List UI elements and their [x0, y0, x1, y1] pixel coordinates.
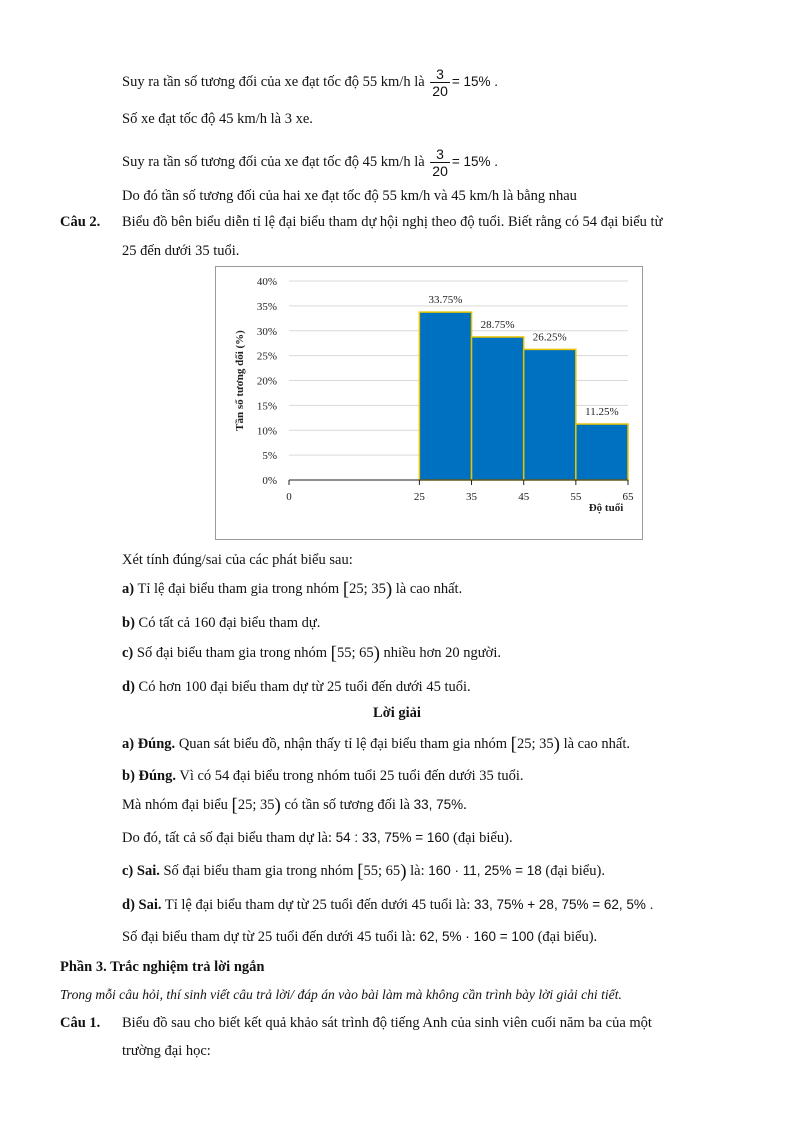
solution-a-end: là cao nhất.: [563, 736, 631, 752]
fraction-numerator: 3: [430, 66, 450, 83]
fraction-numerator: 3: [430, 146, 450, 163]
statement-c-label: c): [122, 645, 134, 661]
question-2-text-line2: 25 đến dưới 35 tuổi.: [122, 243, 240, 259]
statement-c-text: Số đại biểu tham gia trong nhóm: [136, 645, 327, 661]
x-tick-label: 0: [286, 491, 292, 503]
solution-b: [122, 767, 524, 785]
statement-a-end: là cao nhất.: [395, 581, 463, 597]
solution-title: Lời giải: [373, 705, 421, 721]
bar-data-label: 26.25%: [532, 331, 567, 344]
histogram-bar: [419, 312, 471, 480]
y-tick-label: 40%: [256, 276, 277, 288]
interval-values: 55; 65: [363, 863, 401, 879]
math-33-75-percent: 33, 75%: [413, 797, 464, 812]
x-tick-label: 45: [518, 491, 530, 503]
x-tick-label: 25: [413, 491, 425, 503]
solution-b2-text: Mà nhóm đại biểu: [122, 797, 228, 813]
interval-values: 55; 65: [336, 645, 374, 661]
interval-25-35: [25; 35): [231, 795, 281, 816]
line-count-45: Số xe đạt tốc độ 45 km/h là 3 xe.: [122, 111, 313, 127]
x-axis-title: Độ tuổi: [588, 502, 624, 514]
y-tick-label: 20%: [256, 375, 277, 388]
math-total-160: 54 : 33, 75% = 160: [335, 830, 450, 845]
x-tick-label: 35: [466, 491, 478, 503]
solution-c-verdict: c) Sai.: [122, 863, 160, 879]
x-tick-label: 65: [622, 491, 634, 503]
y-tick-label: 25%: [256, 350, 277, 363]
line-relative-frequency-55: [122, 66, 498, 99]
statement-d-label: d): [122, 679, 135, 695]
solution-b-text: Vì có 54 đại biểu trong nhóm tuổi 25 tuổi đến dưới 35 tuổi.: [179, 768, 524, 784]
unit-delegates: (đại biểu).: [537, 929, 598, 945]
solution-d2-text: Số đại biểu tham dự từ 25 tuổi đến dưới 45 tuổi là:: [122, 929, 416, 945]
interval-25-35: [25; 35): [510, 734, 560, 755]
text-55kmh: Suy ra tần số tương đối của xe đạt tốc độ 55 km/h là: [122, 73, 425, 90]
math-15-percent: = 15% .: [451, 73, 499, 89]
bar-data-label: 33.75%: [428, 294, 463, 307]
interval-values: 25; 35: [237, 797, 275, 813]
solution-c-mid: là:: [410, 863, 425, 879]
question-2-text-line1: Biểu đồ bên biểu diễn tỉ lệ đại biểu tham dự hội nghị theo độ tuổi. Biết rằng có 54 đại biểu từ: [122, 214, 663, 230]
interval-25-35: [25; 35): [342, 579, 393, 600]
fraction-3-20: [430, 66, 450, 99]
line-conclusion: Do đó tần số tương đối của hai xe đạt tốc độ 55 km/h và 45 km/h là bằng nhau: [122, 188, 577, 204]
part-3-title: Phần 3. Trắc nghiệm trả lời ngắn: [60, 959, 265, 975]
interval-values: 25; 35: [349, 581, 386, 597]
solution-b-verdict: b) Đúng.: [122, 768, 176, 784]
solution-b-line2: [122, 796, 467, 815]
statement-b-text: Có tất cả 160 đại biểu tham dự.: [138, 615, 321, 631]
solution-a-text: Quan sát biểu đồ, nhận thấy tỉ lệ đại biểu tham gia nhóm: [178, 736, 508, 752]
statement-b: [122, 614, 320, 632]
y-axis-title: Tần số tương đối (%): [234, 330, 246, 431]
part-3-instruction: Trong mỗi câu hỏi, thí sinh viết câu trả lời/ đáp án vào bài làm mà không cần trình bày lời giải chi tiết.: [60, 987, 622, 1002]
question-1-label: Câu 1.: [60, 1015, 101, 1031]
prompt-true-false: Xét tính đúng/sai của các phát biểu sau:: [122, 552, 353, 568]
histogram-svg: [216, 267, 642, 539]
x-tick-label: 55: [570, 491, 582, 503]
math-62-5-percent: 33, 75% + 28, 75% = 62, 5% .: [474, 897, 654, 912]
math-100: 62, 5% · 160 = 100: [419, 929, 534, 944]
interval-55-65: [55; 65): [330, 643, 380, 664]
solution-d: [122, 896, 653, 914]
y-tick-label: 0%: [262, 475, 277, 487]
y-tick-label: 35%: [256, 300, 277, 313]
question-1-text-line2: trường đại học:: [122, 1043, 211, 1059]
y-tick-label: 30%: [256, 325, 277, 338]
question-1-text-line1: Biểu đồ sau cho biết kết quả khảo sát trình độ tiếng Anh của sinh viên cuối năm ba của một: [122, 1015, 652, 1031]
statement-a-label: a): [122, 581, 135, 597]
statement-c: [122, 644, 501, 663]
fraction-3-20: [430, 146, 450, 179]
solution-c-text: Số đại biểu tham gia trong nhóm: [163, 863, 354, 879]
interval-values: 25; 35: [516, 736, 554, 752]
text-45kmh: Suy ra tần số tương đối của xe đạt tốc độ 45 km/h là: [122, 153, 425, 170]
solution-a-verdict: a) Đúng.: [122, 736, 176, 752]
histogram-chart: [215, 266, 643, 540]
fraction-denominator: 20: [432, 83, 448, 99]
y-tick-label: 15%: [256, 400, 277, 413]
bar-data-label: 11.25%: [585, 406, 619, 419]
period: .: [463, 797, 467, 813]
y-tick-label: 10%: [256, 425, 277, 438]
statement-c-end: nhiều hơn 20 người.: [383, 645, 501, 661]
math-15-percent: = 15% .: [451, 153, 499, 169]
solution-d-text: Tỉ lệ đại biểu tham dự từ 25 tuổi đến dưới 45 tuổi là:: [164, 897, 471, 913]
solution-b2-mid: có tần số tương đối là: [284, 797, 410, 813]
bar-data-label: 28.75%: [480, 318, 515, 331]
solution-b-line3: [122, 829, 513, 847]
y-tick-label: 5%: [262, 450, 277, 463]
solution-c: [122, 862, 605, 881]
fraction-denominator: 20: [432, 163, 448, 179]
statement-a: [122, 580, 462, 599]
histogram-bar: [472, 337, 524, 480]
statement-d-text: Có hơn 100 đại biểu tham dự từ 25 tuổi đến dưới 45 tuổi.: [138, 679, 471, 695]
line-relative-frequency-45: [122, 146, 498, 179]
solution-b3-text: Do đó, tất cả số đại biểu tham dự là:: [122, 830, 333, 846]
statement-b-label: b): [122, 615, 135, 631]
solution-a: [122, 735, 630, 754]
histogram-bar: [576, 424, 628, 480]
solution-d-line2: [122, 928, 597, 946]
solution-d-verdict: d) Sai.: [122, 897, 162, 913]
interval-55-65: [55; 65): [357, 861, 407, 882]
histogram-bar: [524, 349, 576, 480]
math-18: 160 · 11, 25% = 18: [428, 863, 542, 878]
question-2-label: Câu 2.: [60, 214, 101, 230]
statement-d: [122, 678, 471, 696]
statement-a-text: Tỉ lệ đại biểu tham gia trong nhóm: [137, 581, 340, 597]
unit-delegates: (đại biểu).: [545, 863, 605, 879]
unit-delegates: (đại biểu).: [452, 830, 513, 846]
